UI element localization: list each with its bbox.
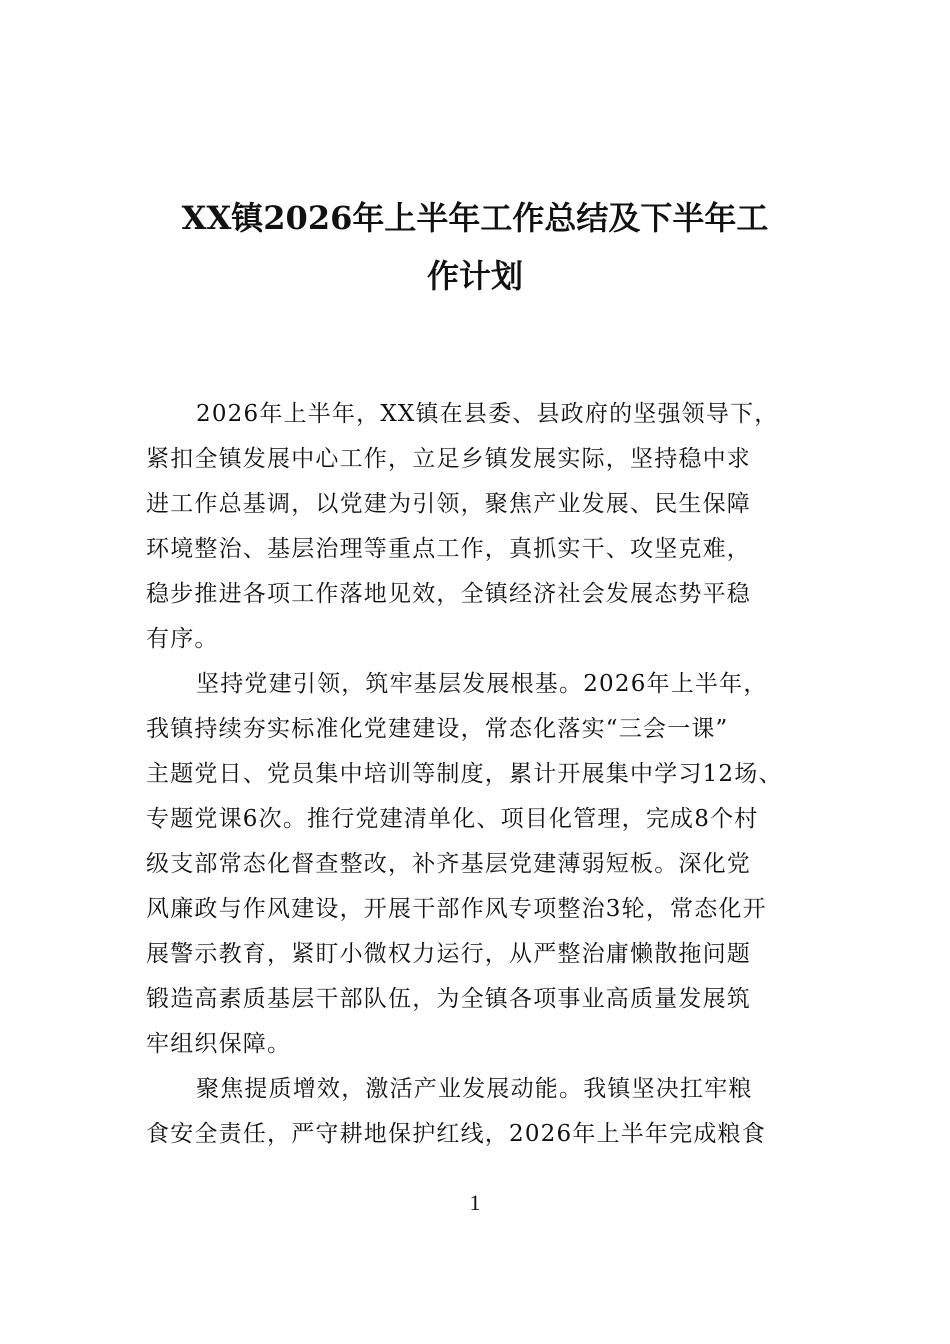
paragraph-line: 坚持党建引领，筑牢基层发展根基。2026年上半年， [196, 671, 768, 697]
document-title [140, 189, 810, 305]
paragraph-line: 牢组织保障。 [146, 1031, 292, 1057]
paragraph-industry [146, 1067, 810, 1157]
page-number: 1 [469, 1190, 481, 1215]
paragraph-line: 聚焦提质增效，激活产业发展动能。我镇坚决扛牢粮 [196, 1076, 753, 1102]
paragraph-intro [146, 392, 810, 662]
paragraph-line: 主题党日、党员集中培训等制度，累计开展集中学习12场、 [146, 761, 783, 787]
paragraph-line: 稳步推进各项工作落地见效，全镇经济社会发展态势平稳 [146, 581, 751, 607]
paragraph-line: 展警示教育，紧盯小微权力运行，从严整治庸懒散拖问题 [146, 941, 751, 967]
paragraph-line: 2026年上半年，XX镇在县委、县政府的坚强领导下， [196, 401, 779, 427]
paragraph-line: 我镇持续夯实标准化党建建设，常态化落实“三会一课” [146, 716, 729, 742]
paragraph-party-building [146, 662, 810, 1067]
paragraph-line: 专题党课6次。推行党建清单化、项目化管理，完成8个村 [146, 806, 759, 832]
paragraph-line: 环境整治、基层治理等重点工作，真抓实干、攻坚克难， [146, 536, 751, 562]
paragraph-line: 锻造高素质基层干部队伍，为全镇各项事业高质量发展筑 [146, 986, 751, 1012]
document-body [146, 392, 810, 1157]
paragraph-line: 有序。 [146, 626, 219, 652]
title-line-2: 作计划 [426, 257, 523, 296]
paragraph-line: 级支部常态化督查整改，补齐基层党建薄弱短板。深化党 [146, 851, 751, 877]
paragraph-line: 风廉政与作风建设，开展干部作风专项整治3轮，常态化开 [146, 896, 767, 922]
paragraph-line: 紧扣全镇发展中心工作，立足乡镇发展实际，坚持稳中求 [146, 446, 751, 472]
paragraph-line: 食安全责任，严守耕地保护红线，2026年上半年完成粮食 [146, 1121, 766, 1147]
title-line-1: XX镇2026年上半年工作总结及下半年工 [181, 199, 769, 238]
paragraph-line: 进工作总基调，以党建为引领，聚焦产业发展、民生保障 [146, 491, 751, 517]
